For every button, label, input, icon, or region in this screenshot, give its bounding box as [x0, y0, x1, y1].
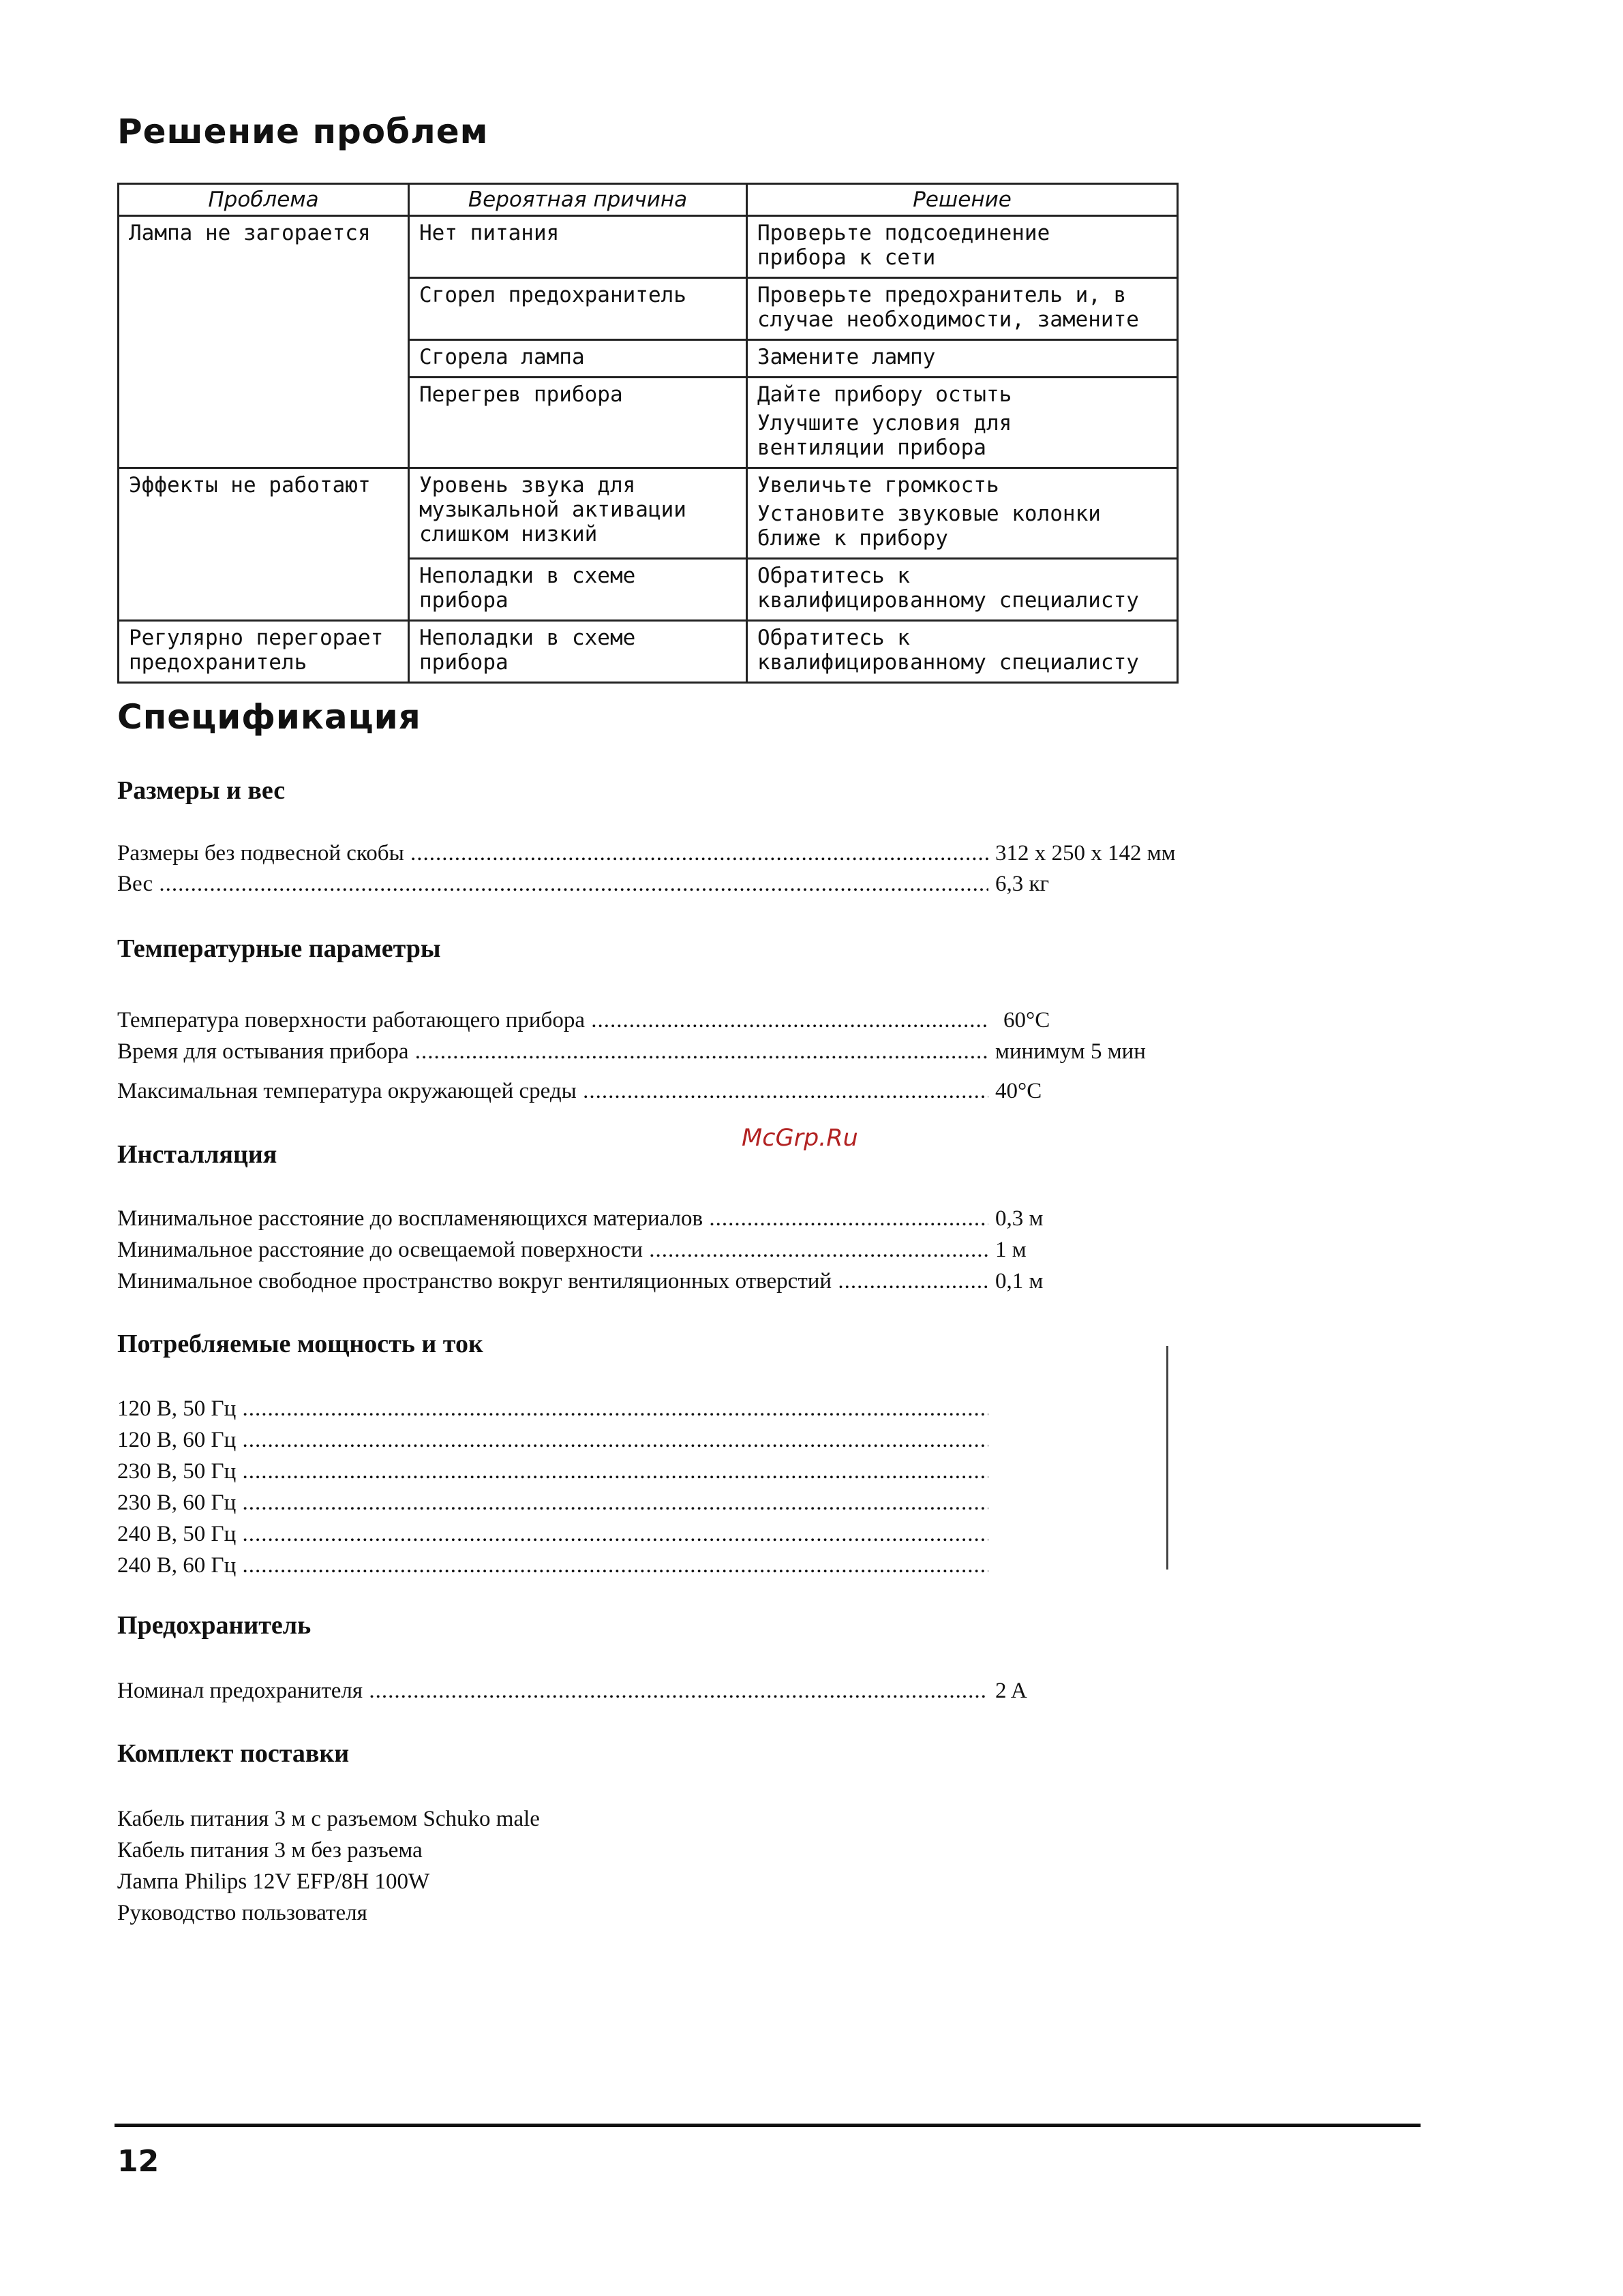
troubleshooting-table: [117, 183, 1179, 684]
spec-label: Вес .....: [117, 868, 988, 900]
section-heading-package: Комплект поставки: [117, 1739, 350, 1768]
cause-text: Перегрев прибора: [419, 382, 623, 407]
problem-text: Лампа не загорается: [129, 221, 371, 245]
solution-cell: [747, 621, 1178, 683]
spec-label: Время для остывания прибора .....: [117, 1036, 988, 1067]
spec-row: [117, 1487, 1276, 1518]
spec-label: 240 В, 50 Гц .....: [117, 1518, 988, 1550]
list-item: [117, 1897, 1276, 1929]
header-cause: Вероятная причина: [409, 184, 747, 216]
cause-text: музыкальной активации: [419, 498, 686, 522]
spec-label: Минимальное свободное пространство вокруг вентиляционных отверстий .....: [117, 1266, 988, 1297]
spec-label: Минимальное расстояние до освещаемой поверхности .....: [117, 1234, 988, 1266]
cause-text: Уровень звука для: [419, 473, 636, 498]
spec-row: [117, 838, 1276, 869]
spec-label: Температура поверхности работающего прибора .....: [117, 1005, 988, 1036]
cause-text: Неполадки в схеме: [419, 564, 636, 588]
solution-text: квалифицированному специалисту: [757, 588, 1139, 613]
problem-cell: [119, 468, 409, 621]
watermark: McGrp.Ru: [742, 1124, 858, 1152]
spec-value: 312 x 250 x 142 мм: [995, 841, 1176, 866]
solution-cell: [747, 559, 1178, 621]
spec-value: 1 м: [995, 1238, 1027, 1262]
cause-cell: [409, 216, 747, 278]
spec-label: Минимальное расстояние до воспламеняющихся материалов .....: [117, 1203, 988, 1234]
spec-row: [117, 1393, 1276, 1424]
cause-cell: [409, 468, 747, 559]
page-number: 12: [117, 2144, 160, 2179]
solution-text: Проверьте подсоединение: [757, 221, 1050, 245]
section-heading-thermal: Температурные параметры: [117, 934, 441, 963]
spec-value: 60°C: [1003, 1008, 1050, 1032]
solution-cell: [747, 278, 1178, 340]
solution-text: Обратитесь к: [757, 564, 910, 588]
spec-value: 6,3 кг: [995, 872, 1050, 896]
solution-cell: [747, 468, 1178, 559]
package-item: Руководство пользователя: [117, 1901, 367, 1925]
list-item: [117, 1835, 1276, 1866]
solution-text: Установите звуковые колонки: [757, 502, 1101, 526]
spec-value: 2 A: [995, 1679, 1027, 1703]
spec-label: 120 В, 60 Гц .....: [117, 1424, 988, 1456]
spec-row: [117, 1456, 1276, 1487]
cause-text: Сгорела лампа: [419, 345, 585, 369]
cause-text: Неполадки в схеме: [419, 626, 636, 650]
table-row: [119, 468, 1178, 559]
cause-cell: [409, 278, 747, 340]
cause-text: прибора: [419, 588, 509, 613]
spec-label: 230 В, 60 Гц .....: [117, 1487, 988, 1518]
problem-cell: [119, 216, 409, 468]
spec-row: [117, 1424, 1276, 1456]
package-item: Кабель питания 3 м без разъема: [117, 1838, 423, 1863]
section-heading-installation: Инсталляция: [117, 1140, 277, 1169]
solution-text: Дайте прибору остыть: [757, 382, 1012, 407]
spec-row: [117, 1266, 1276, 1297]
section-heading-fuse: Предохранитель: [117, 1611, 312, 1640]
spec-value: 40°C: [995, 1079, 1042, 1103]
spec-value: 0,1 м: [995, 1269, 1044, 1294]
solution-text: вентиляции прибора: [757, 435, 986, 460]
spec-row: [117, 1005, 1276, 1036]
spec-row: [117, 1518, 1276, 1550]
solution-cell: [747, 378, 1178, 468]
solution-text: Проверьте предохранитель и, в: [757, 283, 1127, 307]
list-item: [117, 1866, 1276, 1897]
spec-value: 0,3 м: [995, 1206, 1044, 1231]
solution-text: Замените лампу: [757, 345, 936, 369]
package-item: Кабель питания 3 м с разъемом Schuko male: [117, 1807, 540, 1831]
troubleshooting-title: Решение проблем: [117, 112, 489, 151]
spec-row: [117, 1075, 1276, 1107]
list-item: [117, 1803, 1276, 1835]
spec-label: Размеры без подвесной скобы .....: [117, 838, 988, 869]
vertical-rule: [1166, 1346, 1168, 1570]
solution-cell: [747, 340, 1178, 378]
problem-text: Эффекты не работают: [129, 473, 371, 498]
package-item: Лампа Philips 12V EFP/8H 100W: [117, 1869, 430, 1894]
cause-cell: [409, 378, 747, 468]
table-row: [119, 621, 1178, 683]
cause-text: слишком низкий: [419, 522, 598, 547]
section-heading-dimensions: Размеры и вес: [117, 776, 286, 805]
table-row: [119, 216, 1178, 278]
section-heading-power: Потребляемые мощность и ток: [117, 1330, 483, 1358]
cause-cell: [409, 559, 747, 621]
spec-value: минимум 5 мин: [995, 1039, 1146, 1064]
cause-cell: [409, 621, 747, 683]
spec-row: [117, 1550, 1276, 1581]
solution-text: случае необходимости, замените: [757, 307, 1139, 332]
header-problem: Проблема: [119, 184, 409, 216]
cause-text: Сгорел предохранитель: [419, 283, 686, 307]
spec-row: [117, 1234, 1276, 1266]
cause-cell: [409, 340, 747, 378]
specification-title: Спецификация: [117, 697, 421, 737]
footer-rule: [115, 2124, 1421, 2127]
solution-text: Улучшите условия для: [757, 411, 1012, 435]
spec-row: [117, 868, 1276, 900]
spec-label: 120 В, 50 Гц .....: [117, 1393, 988, 1424]
cause-text: прибора: [419, 650, 509, 675]
solution-text: ближе к прибору: [757, 526, 948, 551]
problem-cell: [119, 621, 409, 683]
solution-text: прибора к сети: [757, 245, 936, 270]
solution-text: Увеличьте громкость: [757, 473, 999, 498]
spec-label: 240 В, 60 Гц .....: [117, 1550, 988, 1581]
table-header-row: [119, 184, 1178, 216]
spec-row: [117, 1036, 1276, 1067]
spec-label: Максимальная температура окружающей среды .....: [117, 1075, 988, 1107]
solution-text: квалифицированному специалисту: [757, 650, 1139, 675]
problem-text: Регулярно перегорает предохранитель: [129, 626, 384, 675]
solution-text: Обратитесь к: [757, 626, 910, 650]
header-solution: Решение: [747, 184, 1178, 216]
spec-row: [117, 1203, 1276, 1234]
spec-label: Номинал предохранителя .....: [117, 1675, 988, 1706]
spec-row: [117, 1675, 1276, 1706]
solution-cell: [747, 216, 1178, 278]
cause-text: Нет питания: [419, 221, 560, 245]
spec-label: 230 В, 50 Гц .....: [117, 1456, 988, 1487]
